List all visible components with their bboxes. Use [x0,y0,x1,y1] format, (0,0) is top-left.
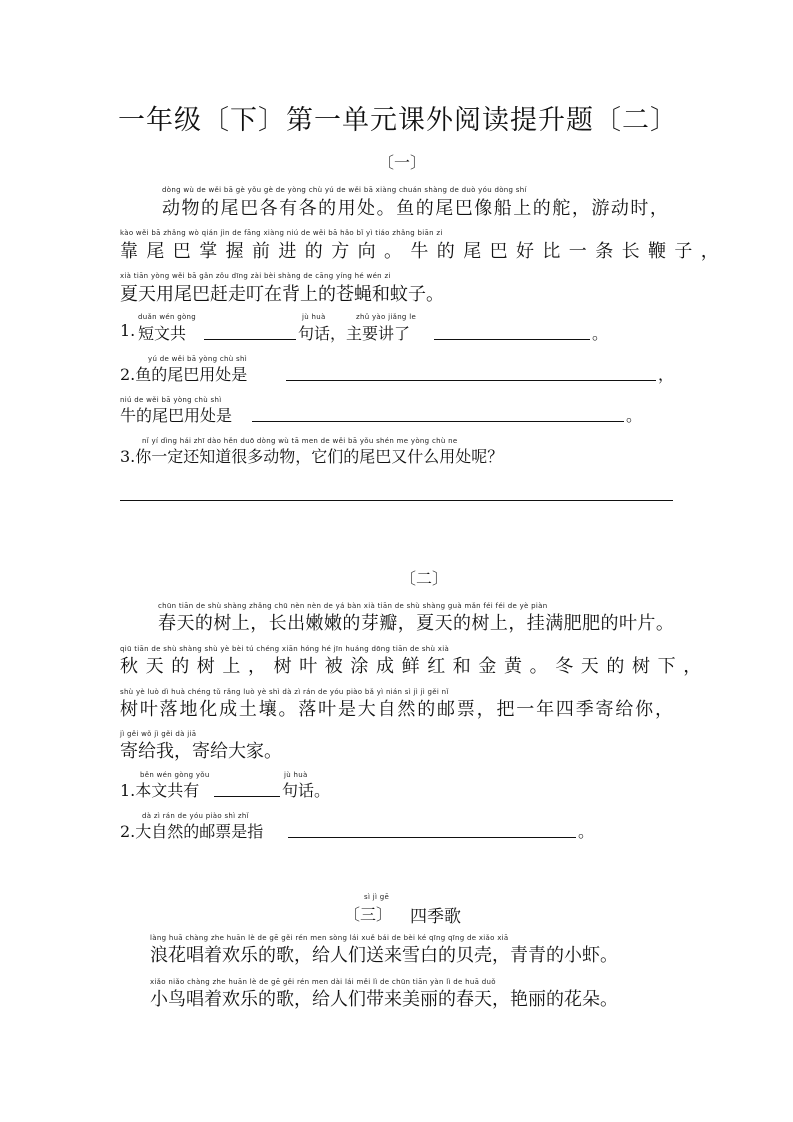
pinyin-line: dà zì rán de yóu piào shì zhǐ [142,812,249,820]
pinyin-line: niú de wěi bā yòng chù shì [120,396,222,404]
question-text: 牛的尾巴用处是 [120,406,233,425]
page-title: 一年级〔下〕第一单元课外阅读提升题〔二〕 [118,105,678,136]
answer-blank[interactable] [214,796,280,797]
section-heading-2: 〔二〕 [400,569,449,588]
answer-line[interactable] [120,500,673,501]
question-text: 2.鱼的尾巴用处是 [120,365,248,384]
question-number: 1. [120,321,136,340]
poem-line: 浪花唱着欢乐的歌，给人们送来雪白的贝壳，青青的小虾。 [150,945,618,966]
pinyin-line: xiǎo niǎo chàng zhe huān lè de gē gěi rén men dài lái měi lì de chūn tiān yàn lì de huā duǒ [150,978,496,986]
question-text: 句话，主要讲了 [298,324,411,343]
section-heading-3: 〔三〕 [344,905,393,924]
pinyin-line: jù huà [284,771,308,779]
poem-title: 四季歌 [410,907,461,927]
answer-blank[interactable] [288,837,576,838]
pinyin-line: sì jì gē [364,893,390,901]
question-text: 。 [626,406,643,425]
pinyin-line: jù huà [302,313,326,321]
passage-line: 春 天 的 树 上 ， 长 出 嫩 嫩 的 芽 瓣 ， 夏 天 的 树 上 ， 挂 满 肥 肥 的 叶 片 。 [158,613,674,634]
passage-line: 靠尾巴掌握前进的方向。牛的尾巴好比一条长鞭子， [120,241,728,262]
passage-line: 秋天的树上，树叶被涂成鲜红和金黄。冬天的树下， [120,656,709,677]
question-text: 。 [578,822,595,841]
pinyin-line: shù yè luò dì huà chéng tǔ rǎng luò yè shì dà zì rán de yóu piào bǎ yì nián sì jì jì gěi nǐ [120,688,449,696]
question-text: 句话。 [282,781,331,800]
question-text: 短文共 [138,324,187,343]
passage-line: 动 物 的 尾 巴 各 有 各 的 用 处 。 鱼 的 尾 巴 像 船 上 的 舵 ， 游 动 时 ， [162,198,668,219]
pinyin-line: kào wěi bā zhǎng wò qián jìn de fāng xiàng niú de wěi bā hǎo bǐ yì tiáo zhǎng biān zi [120,229,443,237]
pinyin-line: qiū tiān de shù shàng shù yè bèi tú chéng xiān hóng hé jīn huáng dōng tiān de shù xià [120,645,450,653]
question-text: 1.本文共有 [120,781,200,800]
question-text: ， [658,365,675,384]
pinyin-line: dòng wù de wěi bā gè yǒu gè de yòng chù yú de wěi bā xiàng chuán shàng de duò yóu dòng shí [162,186,527,194]
answer-blank[interactable] [252,421,624,422]
pinyin-line: xià tiān yòng wěi bā gǎn zǒu dīng zài bèi shàng de cāng yíng hé wén zi [120,272,391,280]
pinyin-line: duǎn wén gòng [138,313,197,321]
pinyin-line: chūn tiān de shù shàng zhǎng chū nèn nèn de yá bàn xià tiān de shù shàng guà mǎn féi féi de yè piàn [158,602,548,610]
question-text: 3.你一定还知道很多动物，它们的尾巴又什么用处呢？ [120,447,504,466]
answer-blank[interactable] [434,339,590,340]
answer-blank[interactable] [204,339,296,340]
pinyin-line: jì gěi wǒ jì gěi dà jiā [120,730,197,738]
pinyin-line: nǐ yí dìng hái zhī dào hěn duō dòng wù tā men de wěi bā yǒu shén me yòng chù ne [142,437,458,445]
passage-line: 树 叶 落 地 化 成 土 壤 。 落 叶 是 大 自 然 的 邮 票 ， 把 一 年 四 季 寄 给 你 ， [120,699,673,720]
pinyin-line: yú de wěi bā yòng chù shì [148,355,247,363]
section-heading-1: 〔一〕 [378,153,427,172]
question-text: 。 [592,324,609,343]
pinyin-line: běn wén gòng yǒu [140,771,210,779]
passage-line: 夏天用尾巴赶走叮在背上的苍蝇和蚊子。 [120,284,444,305]
question-text: 2.大自然的邮票是指 [120,822,264,841]
pinyin-line: làng huā chàng zhe huān lè de gē gěi rén men sòng lái xuě bái de bèi ké qīng qīng de xiǎo xiā [150,934,509,942]
poem-line: 小鸟唱着欢乐的歌，给人们带来美丽的春天，艳丽的花朵。 [150,989,618,1010]
passage-line: 寄给我，寄给大家。 [120,741,282,762]
pinyin-line: zhǔ yào jiǎng le [356,313,417,321]
answer-blank[interactable] [286,380,656,381]
